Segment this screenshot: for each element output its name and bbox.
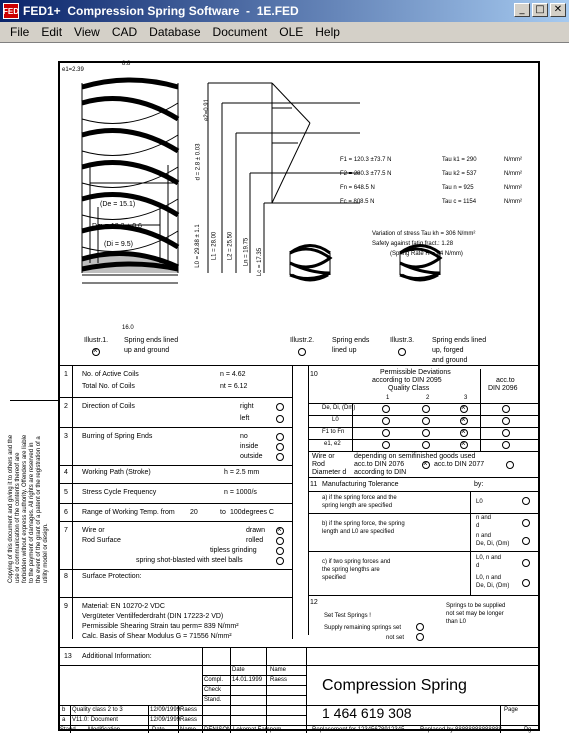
tol-a-text: a) if the spring force and the [322,495,397,501]
illus3-text: up, forged [432,347,464,354]
tb-h-name: Name [180,727,197,733]
direction-right-radio[interactable] [276,403,284,411]
dev-radio[interactable] [460,441,468,449]
illus2-text: lined up [332,347,357,354]
tb-mod1-date: 12/09/1999 [150,707,181,713]
dim-e1: e1=2.39 [62,67,84,73]
tb-h-date: Date [152,727,165,733]
tol-c-value: d [476,563,480,569]
tol-c1-radio[interactable] [522,559,530,567]
illus3-text: Spring ends lined [432,337,487,344]
menu-help[interactable]: Help [315,25,340,39]
active-coils-value: n = 4.62 [220,371,246,378]
active-coils-label: No. of Active Coils [82,371,139,378]
illus2-radio[interactable] [298,348,306,356]
wire-label: Wire or [82,527,105,534]
dev-radio[interactable] [382,441,390,449]
document-title: Compression Spring [322,677,467,694]
dev-radio[interactable] [382,417,390,425]
dim-e2: e2=0.91 [203,99,210,121]
tb-mod1: Quality class 2 to 3 [72,707,123,713]
tau-unit: N/mm² [504,199,522,205]
tb-pg: Pg. [524,727,534,733]
illus3-text: and ground [432,357,468,364]
tb-name-header: Name [270,667,287,673]
tb-stand: Stand. [204,697,222,703]
illus1-label: Illustr.1. [84,337,109,344]
force-fn: Fn = 648.5 N [340,185,375,191]
row-number: 2 [64,403,68,410]
total-coils-label: Total No. of Coils [82,383,135,390]
illus2-text: Spring ends [332,337,370,344]
acc-to: acc.to [496,377,515,384]
tau-n: Tau n = 925 [442,185,474,191]
dev-radio[interactable] [422,405,430,413]
menu-ole[interactable]: OLE [279,25,304,39]
din-2096: DIN 2096 [488,385,518,392]
dev-radio[interactable] [460,417,468,425]
tol-c-text: c) if two spring forces and [322,559,391,565]
burring-outside-label: outside [240,453,263,460]
menu-file[interactable]: File [10,25,30,39]
document-canvas[interactable] [0,42,569,738]
working-path-label: Working Path (Stroke) [82,469,151,476]
row-number: 1 [64,371,68,378]
wire-dev-text: according to DIN [354,469,407,476]
row-number: 3 [64,433,68,440]
row-number: 8 [64,573,68,580]
row-number: 11 [310,481,318,488]
dim-dm: Dm = 12.3 ± 0.6 [92,223,142,230]
row-number: 6 [64,509,68,516]
burring-no-radio[interactable] [276,433,284,441]
supply-set-radio[interactable] [416,623,424,631]
stress-cycle-value: n = 1000/s [224,489,257,496]
tol-c-value: L0, n and [476,575,502,581]
tau-k2: Tau k2 = 537 [442,171,477,177]
fed-logo-icon: FED [3,3,19,19]
deviation-din: according to DIN 2095 [372,377,442,384]
dim-l1: L1 = 28.00 [211,231,218,261]
illus2-label: Illustr.2. [290,337,315,344]
dim-bottom: 16.0 [122,325,134,331]
wire-dev-text: depending on semifinished goods used [354,453,476,460]
class-col: 2 [426,395,430,401]
direction-label: Direction of Coils [82,403,135,410]
spring-rate: (Spring Rate R = 64 N/mm) [390,251,463,257]
close-button[interactable]: ✕ [550,3,566,17]
tol-c-text: specified [322,575,346,581]
tol-b-value: n and [476,533,492,539]
document-number: 1 464 619 308 [322,705,412,721]
tb-drawn-name: Raess [270,677,288,683]
surface-shot-radio[interactable] [276,557,284,565]
illus1-text: up and ground [124,347,170,354]
set-test-label: Set Test Springs ! [324,613,371,619]
tolerance-by: by: [474,481,484,488]
illus1-text: Spring ends lined [124,337,179,344]
surface-shot-label: spring shot-blasted with steel balls [136,557,243,564]
tau-unit: N/mm² [504,157,522,163]
temp-to-value: 100degrees C [230,509,274,516]
total-coils-value: nt = 6.12 [220,383,248,390]
not-set-radio[interactable] [416,633,424,641]
dim-l2: L2 = 25.50 [227,231,234,261]
dev-row-label: F1 to Fn [322,429,345,435]
tau-c: Tau c = 1154 [442,199,477,205]
burring-inside-radio[interactable] [276,443,284,451]
dev-radio[interactable] [460,429,468,437]
tb-mod1-name: Raess [180,707,198,713]
tau-unit: N/mm² [504,185,522,191]
window-title: FED1+ Compression Spring Software - 1E.FED [23,4,299,18]
supply-note: Springs to be supplied [446,603,506,609]
tb-drawn-date: 14.01.1999 [232,677,263,683]
direction-left-label: left [240,415,250,422]
burring-outside-radio[interactable] [276,453,284,461]
wire-dev-text: acc.to DIN 2076 [354,461,405,468]
tol-b-text: length and L0 are specified [322,529,395,535]
tb-h-mod: Modification [88,727,121,733]
material-desc: Vergüteter Ventilfederdraht (DIN 17223-2 VD) [82,613,224,620]
tb-drawn: Compl. [204,677,224,683]
supply-note: not set may be longer [446,611,504,617]
class-col: 1 [386,395,390,401]
rod-surface-label: Rod Surface [82,537,121,544]
dev-radio[interactable] [502,441,510,449]
spring-drawing [60,63,538,323]
row-number: 13 [64,653,72,660]
menu-cad[interactable]: CAD [111,25,138,39]
dim-d: d = 2.8 ± 0.03 [195,143,202,181]
force-fc: Fc = 808.5 N [340,199,375,205]
burring-inside-label: inside [240,443,259,450]
temp-from-value: 20 [190,509,198,516]
dim-top: 8.8 [122,61,131,67]
wire-rod-label: Wire or [312,453,335,460]
dev-radio[interactable] [382,429,390,437]
surface-drawn-label: drawn [246,527,266,534]
wire-rod-label: Diameter d [312,469,347,476]
quality-class: Quality Class [388,385,430,392]
illus3-label: Illustr.3. [390,337,415,344]
tb-replaced: Replaced by 88888888888888 [420,727,502,733]
tb-date-header: Date [232,667,245,673]
dim-lc: Lc = 17.35 [257,247,264,277]
row-number: 7 [64,527,68,534]
burring-label: Burring of Spring Ends [82,433,153,440]
wire-rod-label: Rod [312,461,325,468]
shear-modulus: Calc. Basis of Shear Modulus G = 71556 N/mm² [82,633,232,640]
force-f2: F2 = 280.3 ±77.5 N [340,171,392,177]
temp-to-label: to [220,509,226,516]
menu-bar [0,22,569,42]
wire-dev-text: acc.to DIN 2077 [434,461,485,468]
tb-company: DENISON Lokomat Fampom [204,727,282,733]
material-value: Material: EN 10270-2 VDC [82,603,165,610]
supply-set-label: Supply remaining springs set [324,625,402,631]
dim-di: (Di = 9.5) [104,241,133,248]
menu-document[interactable]: Document [212,25,268,39]
surface-protection-label: Surface Protection: [82,573,142,580]
class-col: 3 [464,395,468,401]
dev-row-label: De, Di, (Dm) [322,405,356,411]
dim-de: (De = 15.1) [100,201,136,208]
din2076-radio[interactable] [422,461,430,469]
maximize-button[interactable]: □ [532,3,548,17]
tb-h-stand: Stand [60,727,76,733]
temp-range-label: Range of Working Temp. from [82,509,175,516]
tol-c-value: L0, n and [476,555,502,561]
menu-view[interactable]: View [74,25,100,39]
tb-page: Page [504,707,519,713]
dev-radio[interactable] [502,417,510,425]
tol-b2-radio[interactable] [522,537,530,545]
surface-rolled-label: rolled [246,537,264,544]
supply-note: than L0 [446,619,467,625]
tb-mod2-date: 12/09/1999 [150,717,181,723]
row-number: 4 [64,469,68,476]
tol-b-value: d [476,523,480,529]
dev-radio[interactable] [422,429,430,437]
dev-radio[interactable] [422,417,430,425]
row-number: 10 [310,371,318,378]
tol-b-value: De, Di, (Dm) [476,541,510,547]
dev-row-label: L0 [332,417,339,423]
tol-b-value: n and [476,515,492,521]
burring-no-label: no [240,433,248,440]
working-path-value: h = 2.5 mm [224,469,260,476]
copyright-notice: Copying of this document and giving it to others and the use or communication of the contents thereof are forbidden without express authority. Offenders are liable to the payment of damages. All rights are reserved in the event of the grant of a patent or the registration of a utility model or design. [8,434,49,583]
shear-strain: Permissible Shearing Strain tau perm= 839 N/mm² [82,623,239,630]
force-f1: F1 = 120.3 ±73.7 N [340,157,392,163]
din2077-radio[interactable] [506,461,514,469]
surface-rolled-radio[interactable] [276,537,284,545]
dev-radio[interactable] [460,405,468,413]
tolerance-header: Manufacturing Tolerance [322,481,399,488]
row-number: 5 [64,489,68,496]
safety-factor: Safety against fatig.fract.: 1.28 [372,241,454,247]
dim-l0: L0 = 29.88 ± 1.1 [194,224,201,268]
stress-cycle-label: Stress Cycle Frequency [82,489,157,496]
title-bar [0,0,569,22]
tau-k1: Tau k1 = 290 [442,157,477,163]
surface-grinding-label: tipless grinding [210,547,257,554]
dev-radio[interactable] [382,405,390,413]
dev-radio[interactable] [422,441,430,449]
illus3-radio[interactable] [398,348,406,356]
tol-a-text: spring length are specified [322,503,393,509]
tol-c-value: De, Di, (Dm) [476,583,510,589]
tb-check: Check [204,687,222,693]
tol-b-text: b) if the spring force, the spring [322,521,405,527]
direction-right-label: right [240,403,254,410]
tol-c-text: the spring lengths are [322,567,380,573]
tol-a-radio[interactable] [522,497,530,505]
menu-edit[interactable]: Edit [41,25,63,39]
tb-mod2: V11.0: Document [72,717,118,723]
variation-stress: Variation of stress Tau kh = 306 N/mm² [372,231,476,237]
dev-radio[interactable] [502,405,510,413]
deviation-header: Permissible Deviations [380,369,451,376]
dim-ln: Ln = 19.75 [243,237,250,267]
tb-mod2-name: Raess [180,717,198,723]
surface-grinding-radio[interactable] [276,547,284,555]
dev-row-label: e1, e2 [324,441,341,447]
tb-replacement: Replacement for 12345678912345 [312,727,405,733]
tau-unit: N/mm² [504,171,522,177]
not-set-label: not set [386,635,405,641]
additional-info-label: Additional Information: [82,653,152,660]
surface-drawn-radio[interactable] [276,527,284,535]
row-number: 9 [64,603,68,610]
dev-radio[interactable] [502,429,510,437]
minimize-button[interactable]: _ [514,3,530,17]
illus1-radio[interactable] [92,348,100,356]
tb-rev: a [62,717,66,723]
tol-a-value: L0 [476,499,483,505]
direction-left-radio[interactable] [276,415,284,423]
tol-c2-radio[interactable] [522,579,530,587]
row-number: 12 [310,599,318,606]
drawing-sheet [58,61,540,731]
menu-database[interactable]: Database [149,25,201,39]
tb-rev: b [62,707,66,713]
tol-b1-radio[interactable] [522,519,530,527]
